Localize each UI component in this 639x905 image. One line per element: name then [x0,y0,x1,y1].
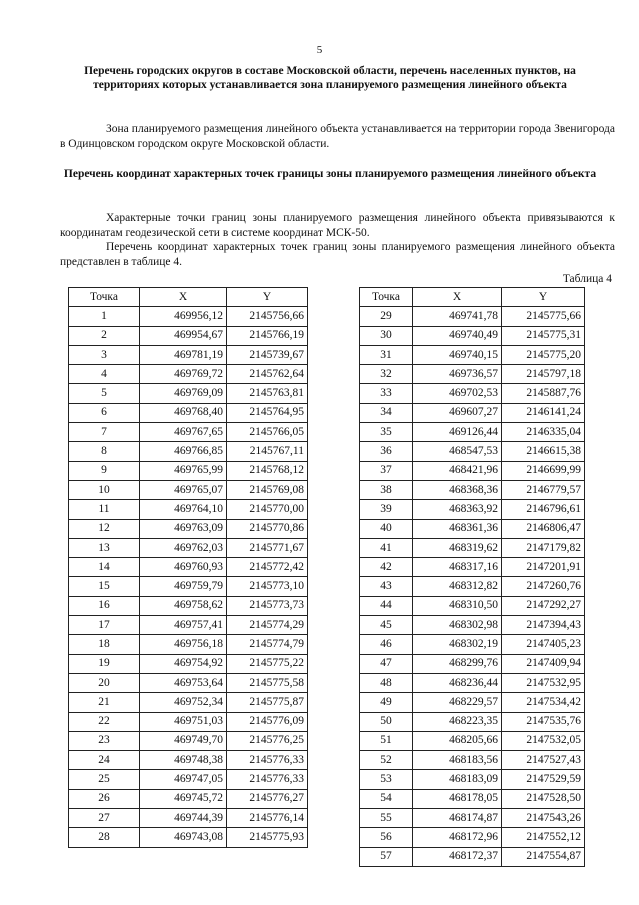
cell-x: 469751,03 [140,712,227,731]
cell-y: 2145775,93 [227,828,308,847]
table-row [69,789,308,808]
cell-y: 2145887,76 [502,384,585,403]
cell-point: 50 [360,712,413,731]
cell-y: 2145775,31 [502,326,585,345]
cell-x: 469768,40 [140,403,227,422]
cell-point: 40 [360,519,413,538]
cell-y: 2146335,04 [502,423,585,442]
cell-y: 2145775,22 [227,654,308,673]
paragraph-coordinate-system [60,211,615,240]
table-row [360,538,585,557]
cell-point: 32 [360,365,413,384]
coordinates-table-left [68,287,308,848]
table-row [69,770,308,789]
heading-coordinates-list: Перечень координат характерных точек границы зоны планируемого размещения линейного объекта [63,168,597,180]
cell-point: 30 [360,326,413,345]
cell-y: 2147528,50 [502,789,585,808]
paragraph-table-reference-text: Перечень координат характерных точек границ зоны планируемого размещения линейного объекта представлен в таблице 4. [60,241,615,268]
cell-point: 24 [69,751,140,770]
cell-point: 53 [360,770,413,789]
table-row [69,712,308,731]
header-y: Y [227,288,308,307]
table-row [360,712,585,731]
cell-point: 45 [360,616,413,635]
cell-y: 2147394,43 [502,616,585,635]
table-row [69,731,308,750]
table-row [360,365,585,384]
cell-point: 43 [360,577,413,596]
cell-y: 2145773,10 [227,577,308,596]
cell-y: 2145776,09 [227,712,308,731]
cell-point: 37 [360,461,413,480]
cell-y: 2145774,29 [227,616,308,635]
table-row [360,789,585,808]
cell-point: 3 [69,345,140,364]
cell-point: 5 [69,384,140,403]
cell-x: 468178,05 [413,789,502,808]
cell-x: 469765,07 [140,480,227,499]
cell-point: 57 [360,847,413,866]
cell-x: 468361,36 [413,519,502,538]
cell-y: 2145774,79 [227,635,308,654]
cell-point: 27 [69,809,140,828]
cell-point: 35 [360,423,413,442]
cell-point: 49 [360,693,413,712]
cell-point: 21 [69,693,140,712]
cell-x: 469749,70 [140,731,227,750]
cell-point: 29 [360,307,413,326]
table-row [360,751,585,770]
table-row [69,558,308,577]
cell-y: 2145771,67 [227,538,308,557]
table-row [69,751,308,770]
table-row [69,809,308,828]
paragraph-table-reference [60,240,615,269]
cell-x: 469760,93 [140,558,227,577]
cell-y: 2147532,05 [502,731,585,750]
cell-x: 469740,15 [413,345,502,364]
cell-x: 468317,16 [413,558,502,577]
cell-y: 2145770,00 [227,500,308,519]
cell-point: 28 [69,828,140,847]
table-header-row [360,288,585,307]
cell-x: 468183,56 [413,751,502,770]
cell-point: 7 [69,423,140,442]
page-number: 5 [316,44,323,56]
cell-x: 469740,49 [413,326,502,345]
cell-y: 2145776,14 [227,809,308,828]
cell-x: 469758,62 [140,596,227,615]
cell-x: 468302,19 [413,635,502,654]
cell-point: 34 [360,403,413,422]
cell-point: 44 [360,596,413,615]
cell-y: 2147405,23 [502,635,585,654]
cell-point: 55 [360,809,413,828]
table-row [69,828,308,847]
cell-x: 469752,34 [140,693,227,712]
cell-point: 23 [69,731,140,750]
cell-x: 468421,96 [413,461,502,480]
cell-point: 1 [69,307,140,326]
cell-y: 2145775,66 [502,307,585,326]
table-row [360,828,585,847]
paragraph-zone-location-text: Зона планируемого размещения линейного объекта устанавливается на территории города Звенигорода в Одинцовском городском округе Московской области. [60,123,615,150]
cell-point: 11 [69,500,140,519]
cell-point: 14 [69,558,140,577]
table-row [69,654,308,673]
table-row [69,480,308,499]
cell-point: 56 [360,828,413,847]
table-row [69,577,308,596]
cell-y: 2147409,94 [502,654,585,673]
cell-x: 469741,78 [413,307,502,326]
cell-y: 2146779,57 [502,480,585,499]
cell-y: 2145776,25 [227,731,308,750]
cell-x: 469745,72 [140,789,227,808]
header-point: Точка [360,288,413,307]
table-row [360,403,585,422]
cell-point: 8 [69,442,140,461]
table-row [360,577,585,596]
cell-y: 2147201,91 [502,558,585,577]
cell-x: 469956,12 [140,307,227,326]
cell-y: 2147552,12 [502,828,585,847]
table-row [69,365,308,384]
cell-x: 468236,44 [413,673,502,692]
cell-point: 31 [360,345,413,364]
cell-y: 2146806,47 [502,519,585,538]
cell-y: 2147535,76 [502,712,585,731]
cell-y: 2145766,19 [227,326,308,345]
cell-point: 9 [69,461,140,480]
table-row [360,442,585,461]
table-row [360,423,585,442]
cell-x: 468172,96 [413,828,502,847]
cell-y: 2147534,42 [502,693,585,712]
table-header-row [69,288,308,307]
header-point: Точка [69,288,140,307]
header-x: X [413,288,502,307]
table-row [360,693,585,712]
cell-x: 469769,09 [140,384,227,403]
cell-point: 25 [69,770,140,789]
cell-y: 2145739,67 [227,345,308,364]
cell-point: 2 [69,326,140,345]
cell-x: 469757,41 [140,616,227,635]
table-row [69,519,308,538]
cell-point: 42 [360,558,413,577]
cell-y: 2147543,26 [502,809,585,828]
table-row [69,423,308,442]
cell-x: 469754,92 [140,654,227,673]
cell-y: 2147527,43 [502,751,585,770]
cell-point: 41 [360,538,413,557]
cell-y: 2145756,66 [227,307,308,326]
cell-point: 17 [69,616,140,635]
cell-x: 469765,99 [140,461,227,480]
cell-y: 2147554,87 [502,847,585,866]
table-row [360,616,585,635]
cell-y: 2145776,33 [227,751,308,770]
table-row [360,307,585,326]
table-row [69,307,308,326]
table-row [69,635,308,654]
cell-point: 26 [69,789,140,808]
cell-y: 2145766,05 [227,423,308,442]
table-row [69,538,308,557]
cell-x: 469954,67 [140,326,227,345]
cell-point: 52 [360,751,413,770]
cell-x: 469759,79 [140,577,227,596]
table-row [360,635,585,654]
cell-y: 2145770,86 [227,519,308,538]
cell-point: 48 [360,673,413,692]
table-row [69,461,308,480]
cell-x: 469748,38 [140,751,227,770]
table-row [360,847,585,866]
table-caption: Таблица 4 [562,273,612,285]
cell-y: 2145776,27 [227,789,308,808]
cell-x: 469753,64 [140,673,227,692]
cell-point: 46 [360,635,413,654]
table-row [69,384,308,403]
cell-x: 469702,53 [413,384,502,403]
table-row [69,500,308,519]
table-row [360,809,585,828]
table-row [360,461,585,480]
cell-point: 20 [69,673,140,692]
cell-x: 469766,85 [140,442,227,461]
table-row [360,500,585,519]
cell-x: 468312,82 [413,577,502,596]
cell-point: 47 [360,654,413,673]
cell-x: 469607,27 [413,403,502,422]
table-row [360,673,585,692]
table-row [360,654,585,673]
cell-point: 51 [360,731,413,750]
cell-point: 12 [69,519,140,538]
cell-point: 36 [360,442,413,461]
cell-y: 2147529,59 [502,770,585,789]
table-row [69,673,308,692]
table-row [69,345,308,364]
cell-point: 38 [360,480,413,499]
cell-x: 469126,44 [413,423,502,442]
table-row [360,596,585,615]
coordinates-table-right [359,287,585,867]
cell-x: 468363,92 [413,500,502,519]
cell-y: 2145775,87 [227,693,308,712]
cell-y: 2145769,08 [227,480,308,499]
table-row [69,326,308,345]
cell-point: 22 [69,712,140,731]
cell-x: 469781,19 [140,345,227,364]
table-row [69,403,308,422]
cell-y: 2146141,24 [502,403,585,422]
cell-y: 2146699,99 [502,461,585,480]
cell-y: 2145773,73 [227,596,308,615]
cell-y: 2145775,20 [502,345,585,364]
table-row [69,596,308,615]
cell-x: 469743,08 [140,828,227,847]
cell-x: 468319,62 [413,538,502,557]
cell-y: 2145767,11 [227,442,308,461]
cell-point: 54 [360,789,413,808]
table-row [69,442,308,461]
cell-y: 2145772,42 [227,558,308,577]
cell-point: 10 [69,480,140,499]
cell-x: 468302,98 [413,616,502,635]
cell-point: 39 [360,500,413,519]
cell-x: 469764,10 [140,500,227,519]
cell-x: 469769,72 [140,365,227,384]
header-y: Y [502,288,585,307]
cell-x: 468299,76 [413,654,502,673]
cell-point: 16 [69,596,140,615]
cell-y: 2147179,82 [502,538,585,557]
cell-point: 4 [69,365,140,384]
cell-x: 469736,57 [413,365,502,384]
cell-x: 469747,05 [140,770,227,789]
table-row [360,345,585,364]
cell-y: 2146796,61 [502,500,585,519]
cell-x: 469744,39 [140,809,227,828]
heading-districts-list: Перечень городских округов в составе Московской области, перечень населенных пунктов, на территориях которых устанавливается зона планируемого размещения линейного объекта [84,65,576,91]
cell-x: 468310,50 [413,596,502,615]
cell-x: 468547,53 [413,442,502,461]
cell-x: 468368,36 [413,480,502,499]
cell-point: 18 [69,635,140,654]
table-row [360,519,585,538]
paragraph-zone-location [60,122,615,151]
cell-x: 468183,09 [413,770,502,789]
cell-y: 2146615,38 [502,442,585,461]
cell-y: 2145775,58 [227,673,308,692]
cell-x: 469767,65 [140,423,227,442]
table-row [360,384,585,403]
cell-y: 2145776,33 [227,770,308,789]
table-row [69,693,308,712]
table-row [360,731,585,750]
cell-y: 2147292,27 [502,596,585,615]
cell-y: 2145764,95 [227,403,308,422]
cell-y: 2147532,95 [502,673,585,692]
table-row [360,770,585,789]
cell-x: 468229,57 [413,693,502,712]
cell-x: 468223,35 [413,712,502,731]
cell-x: 468205,66 [413,731,502,750]
cell-y: 2145762,64 [227,365,308,384]
cell-point: 13 [69,538,140,557]
cell-x: 468172,37 [413,847,502,866]
cell-x: 469762,03 [140,538,227,557]
table-row [360,558,585,577]
table-row [360,326,585,345]
cell-y: 2145797,18 [502,365,585,384]
cell-y: 2145763,81 [227,384,308,403]
table-row [360,480,585,499]
paragraph-coordinate-system-text: Характерные точки границ зоны планируемого размещения линейного объекта привязываются к координатам геодезической сети в системе координат МСК-50. [60,212,615,239]
cell-x: 468174,87 [413,809,502,828]
header-x: X [140,288,227,307]
cell-y: 2145768,12 [227,461,308,480]
cell-point: 15 [69,577,140,596]
cell-x: 469763,09 [140,519,227,538]
table-row [69,616,308,635]
cell-y: 2147260,76 [502,577,585,596]
cell-point: 19 [69,654,140,673]
cell-x: 469756,18 [140,635,227,654]
cell-point: 33 [360,384,413,403]
cell-point: 6 [69,403,140,422]
